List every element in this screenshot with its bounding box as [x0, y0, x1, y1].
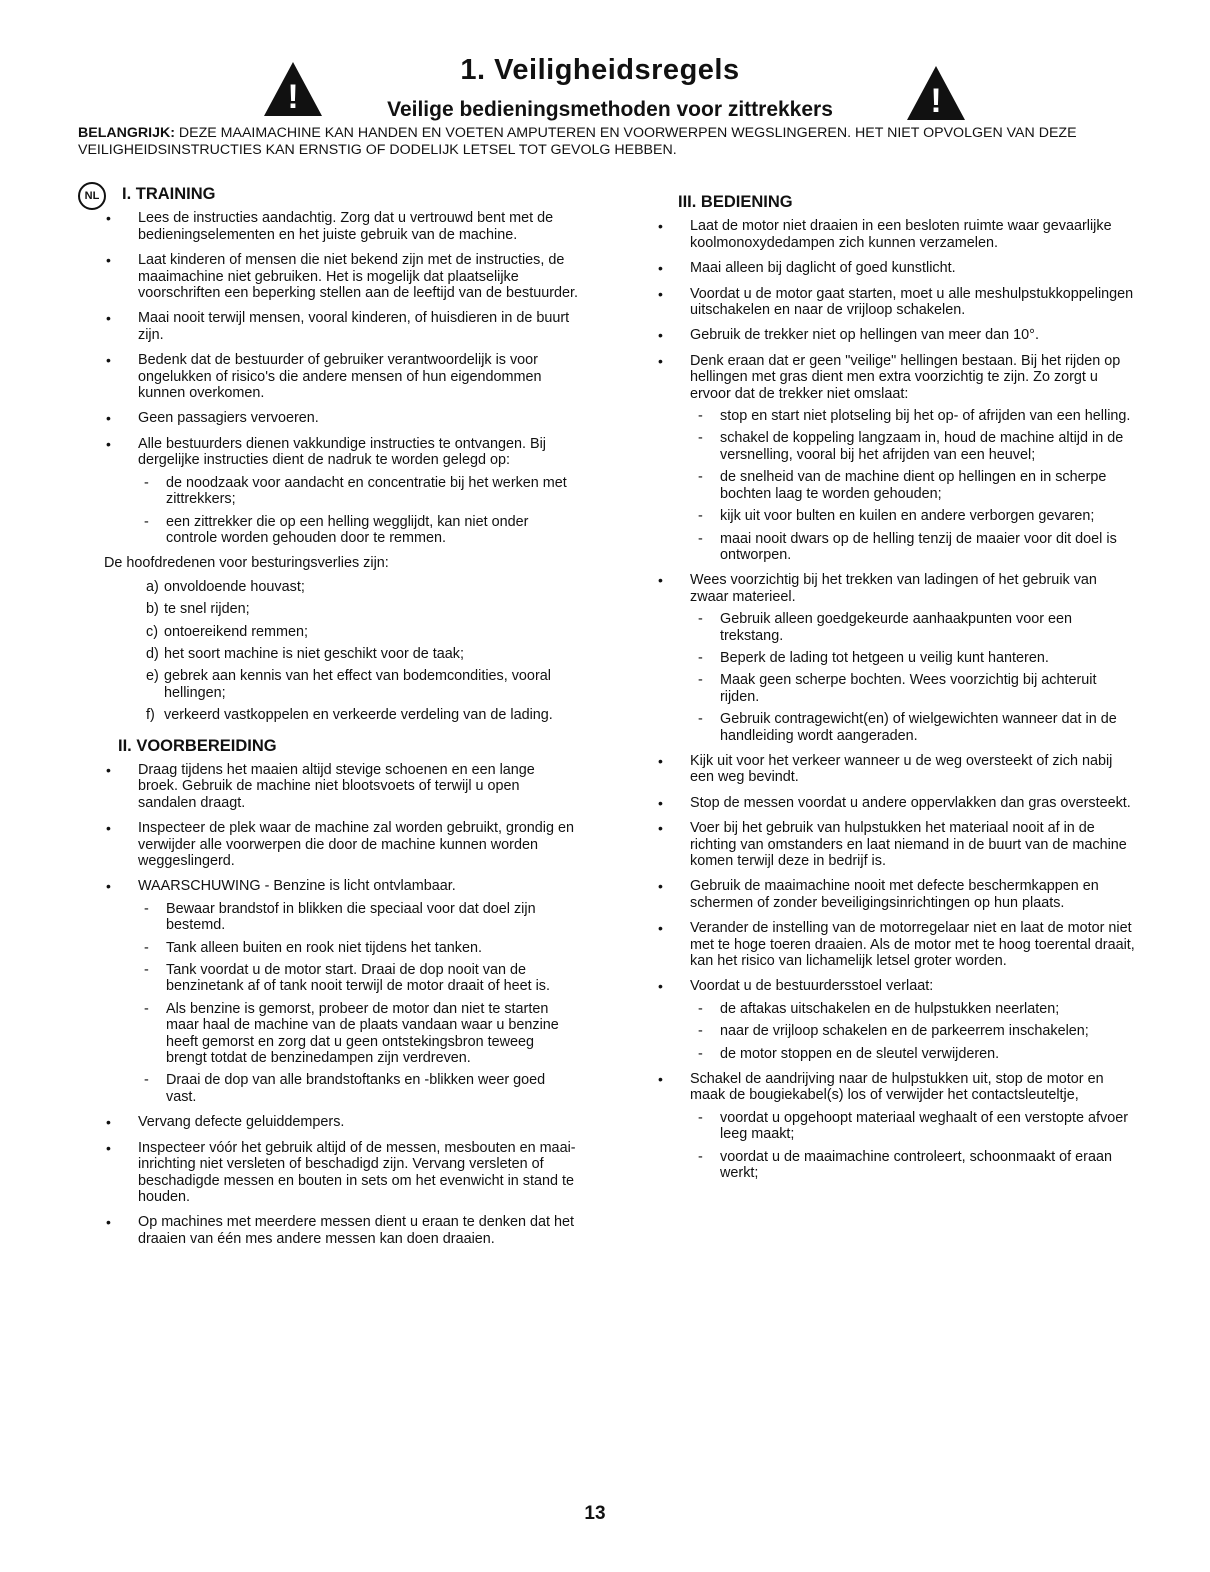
list-item: [78, 624, 578, 640]
important-text: DEZE MAAIMACHINE KAN HANDEN EN VOETEN AMPUTEREN EN VOORWERPEN WEGSLINGEREN. HET NIET OPVOLGEN VAN DEZE VEILIGHEIDSINSTRUCTIES KAN ERNSTIG OF DODELIJK LETSEL TOT GEVOLG HEBBEN.: [78, 125, 1077, 158]
list-item: [650, 353, 1135, 563]
list-item: • Inspecteer de plek waar de machine zal worden gebruikt, grondig en verwijder alle voorwerpen die door de machine kunnen worden weggeslingerd.: [78, 820, 578, 869]
sub-list: [690, 1001, 1135, 1062]
list-item: • Gebruik de trekker niet op hellingen van meer dan 10°.: [650, 327, 1135, 343]
item-text: gebrek aan kennis van het effect van bodemcondities, vooral hellingen;: [164, 668, 551, 701]
list-item: • Lees de instructies aandachtig. Zorg dat u vertrouwd bent met de bedieningselementen en het juiste gebruik van de machine.: [78, 210, 578, 243]
list-item: • Maai nooit terwijl mensen, vooral kinderen, of huisdieren in de buurt zijn.: [78, 310, 578, 343]
list-item-text: Wees voorzichtig bij het trekken van ladingen of het gebruik van zwaar materieel.: [690, 572, 1097, 605]
list-item: • Vervang defecte geluiddempers.: [78, 1114, 578, 1130]
list-item-text: Schakel de aandrijving naar de hulpstukken uit, stop de motor en maak de bougiekabel(s) los of verwijder het contactsleuteltje,: [690, 1071, 1104, 1104]
list-item: • Maai alleen bij daglicht of goed kunstlicht.: [650, 260, 1135, 276]
sub-list-item: - een zittrekker die op een helling wegglijdt, kan niet onder controle worden gehouden door te remmen.: [138, 514, 578, 547]
section-title-preparation: II. VOORBEREIDING: [118, 736, 277, 755]
list-item: [78, 646, 578, 662]
sub-list-item: - maai nooit dwars op de helling tenzij de maaier voor dit doel is ontworpen.: [690, 531, 1135, 564]
sub-list-item: - Draai de dop van alle brandstoftanks en -blikken weer goed vast.: [138, 1072, 578, 1105]
preparation-list: [78, 762, 578, 1247]
sub-list-item: - Bewaar brandstof in blikken die speciaal voor dat doel zijn bestemd.: [138, 901, 578, 934]
item-text: ontoereikend remmen;: [164, 623, 308, 640]
sub-list-item: - schakel de koppeling langzaam in, houd de machine altijd in de versnelling, vooral bij het afrijden van een heuvel;: [690, 430, 1135, 463]
sub-list: [690, 611, 1135, 744]
sub-list-item: - kijk uit voor bulten en kuilen en andere verborgen gevaren;: [690, 508, 1135, 524]
sub-list-item: - Beperk de lading tot hetgeen u veilig kunt hanteren.: [690, 650, 1135, 666]
sub-list-item: - de snelheid van de machine dient op hellingen en in scherpe bochten laag te worden gehouden;: [690, 469, 1135, 502]
list-item: [78, 878, 578, 1105]
item-text: het soort machine is niet geschikt voor de taak;: [164, 645, 464, 662]
list-item: • Draag tijdens het maaien altijd stevige schoenen en een lange broek. Gebruik de machine niet blootsvoets of terwijl u open sandalen draagt.: [78, 762, 578, 811]
sub-list-item: - voordat u opgehoopt materiaal weghaalt of een verstopte afvoer leeg maakt;: [690, 1110, 1135, 1143]
sub-list-item: - de aftakas uitschakelen en de hulpstukken neerlaten;: [690, 1001, 1135, 1017]
language-badge: NL: [78, 182, 106, 210]
list-item: • Laat de motor niet draaien in een besloten ruimte waar gevaarlijke koolmonoxydedampen zich kunnen verzamelen.: [650, 218, 1135, 251]
list-item: • Voer bij het gebruik van hulpstukken het materiaal nooit af in de richting van omstanders en laat niemand in de buurt van de machine komen terwijl deze in bedrijf is.: [650, 820, 1135, 869]
list-item: • Op machines met meerdere messen dient u eraan te denken dat het draaien van één mes andere messen kan doen draaien.: [78, 1214, 578, 1247]
list-item: • Voordat u de motor gaat starten, moet u alle meshulpstukkoppelingen uitschakelen en naar de vrijloop schakelen.: [650, 286, 1135, 319]
sub-list-item: - Tank alleen buiten en rook niet tijdens het tanken.: [138, 940, 578, 956]
list-item: [78, 601, 578, 617]
list-item: • Bedenk dat de bestuurder of gebruiker verantwoordelijk is voor ongelukken of risico's die andere mensen of hun eigendommen kunnen overkomen.: [78, 352, 578, 401]
sub-list-item: - stop en start niet plotseling bij het op- of afrijden van een helling.: [690, 408, 1135, 424]
list-item: [650, 1071, 1135, 1181]
item-marker: c): [146, 623, 158, 640]
list-item: [78, 579, 578, 595]
sub-list: [690, 408, 1135, 563]
list-item-text: Alle bestuurders dienen vakkundige instructies te ontvangen. Bij dergelijke instructies dient de nadruk te worden gelegd op:: [138, 435, 546, 469]
sub-list-item: - Tank voordat u de motor start. Draai de dop nooit van de benzinetank af of tank nooit terwijl de motor draait of heet is.: [138, 962, 578, 995]
sub-list-item: - naar de vrijloop schakelen en de parkeerrem inschakelen;: [690, 1023, 1135, 1039]
page-number: 13: [584, 1503, 606, 1524]
list-item-text: Denk eraan dat er geen "veilige" hellingen bestaan. Bij het rijden op hellingen met gras dient men extra voorzichtig te zijn. Zo zorgt u ervoor dat de trekker niet omslaat:: [690, 352, 1121, 402]
list-item-text: Voordat u de bestuurdersstoel verlaat:: [690, 978, 934, 995]
list-item: [78, 668, 578, 701]
list-item: [650, 572, 1135, 744]
list-item: • Stop de messen voordat u andere oppervlakken dan gras oversteekt.: [650, 795, 1135, 811]
item-marker: d): [146, 645, 159, 662]
operation-list: [650, 218, 1135, 1181]
causes-list: [78, 579, 578, 724]
page-title: 1. Veiligheidsregels: [460, 54, 740, 86]
warning-triangle-icon: [905, 64, 967, 122]
item-marker: a): [146, 578, 159, 595]
warning-triangle-icon: [262, 60, 324, 118]
sub-list: [690, 1110, 1135, 1182]
list-item: • Laat kinderen of mensen die niet bekend zijn met de instructies, de maaimachine niet gebruiken. Het is mogelijk dat plaatselijke voorschriften een beperking stellen aan de leeftijd van de bestuurder.: [78, 252, 578, 301]
sub-list: [138, 475, 578, 547]
item-text: verkeerd vastkoppelen en verkeerde verdeling van de lading.: [164, 707, 553, 724]
training-list: [78, 210, 578, 546]
svg-text:!: !: [287, 78, 299, 116]
list-item: • Verander de instelling van de motorregelaar niet en laat de motor niet met te hoge toeren draaien. Als de motor met te hoog toerental draait, kan het risico van lichamelijk letsel groter worden.: [650, 920, 1135, 969]
sub-list-item: - voordat u de maaimachine controleert, schoonmaakt of eraan werkt;: [690, 1149, 1135, 1182]
list-item-text: WAARSCHUWING - Benzine is licht ontvlambaar.: [138, 878, 456, 895]
list-item: • Geen passagiers vervoeren.: [78, 410, 578, 426]
section-title-operation: III. BEDIENING: [678, 193, 793, 211]
item-marker: e): [146, 668, 159, 685]
list-item: • Kijk uit voor het verkeer wanneer u de weg oversteekt of zich nabij een weg bevindt.: [650, 753, 1135, 786]
list-item: [78, 707, 578, 723]
sub-list-item: - Maak geen scherpe bochten. Wees voorzichtig bij achteruit rijden.: [690, 672, 1135, 705]
item-text: onvoldoende houvast;: [164, 578, 305, 595]
list-item: • Inspecteer vóór het gebruik altijd of de messen, mesbouten en maai-inrichting niet versleten of beschadigd zijn. Vervang versleten of beschadigde messen en bouten in sets om het evenwicht in stand te houden.: [78, 1140, 578, 1206]
causes-intro: De hoofdredenen voor besturingsverlies zijn:: [104, 555, 389, 572]
important-label: BELANGRIJK:: [78, 125, 175, 141]
item-marker: f): [146, 707, 155, 724]
sub-list: [138, 901, 578, 1105]
important-notice: [78, 125, 1138, 159]
sub-list-item: - de motor stoppen en de sleutel verwijderen.: [690, 1046, 1135, 1062]
sub-list-item: - Gebruik alleen goedgekeurde aanhaakpunten voor een trekstang.: [690, 611, 1135, 644]
sub-list-item: - Als benzine is gemorst, probeer de motor dan niet te starten maar haal de machine van de plaats vandaan waar u benzine heeft gemorst en zorg dat u geen ontstekingsbron teweeg brengt totdat de benzinedampen zijn verdreven.: [138, 1001, 578, 1067]
page-subtitle: Veilige bedieningsmethoden voor zittrekkers: [387, 98, 833, 121]
sub-list-item: - de noodzaak voor aandacht en concentratie bij het werken met zittrekkers;: [138, 475, 578, 508]
left-column: [78, 186, 578, 1256]
sub-list-item: - Gebruik contragewicht(en) of wielgewichten wanneer dat in de handleiding wordt aangeraden.: [690, 711, 1135, 744]
section-title-training: I. TRAINING: [122, 185, 216, 203]
item-marker: b): [146, 601, 159, 618]
list-item: [78, 436, 578, 546]
item-text: te snel rijden;: [164, 601, 250, 618]
right-column: [650, 194, 1135, 1191]
list-item: • Gebruik de maaimachine nooit met defecte beschermkappen en schermen of zonder beveiligingsinrichtingen op hun plaats.: [650, 878, 1135, 911]
list-item: [650, 978, 1135, 1062]
svg-text:!: !: [930, 82, 942, 120]
